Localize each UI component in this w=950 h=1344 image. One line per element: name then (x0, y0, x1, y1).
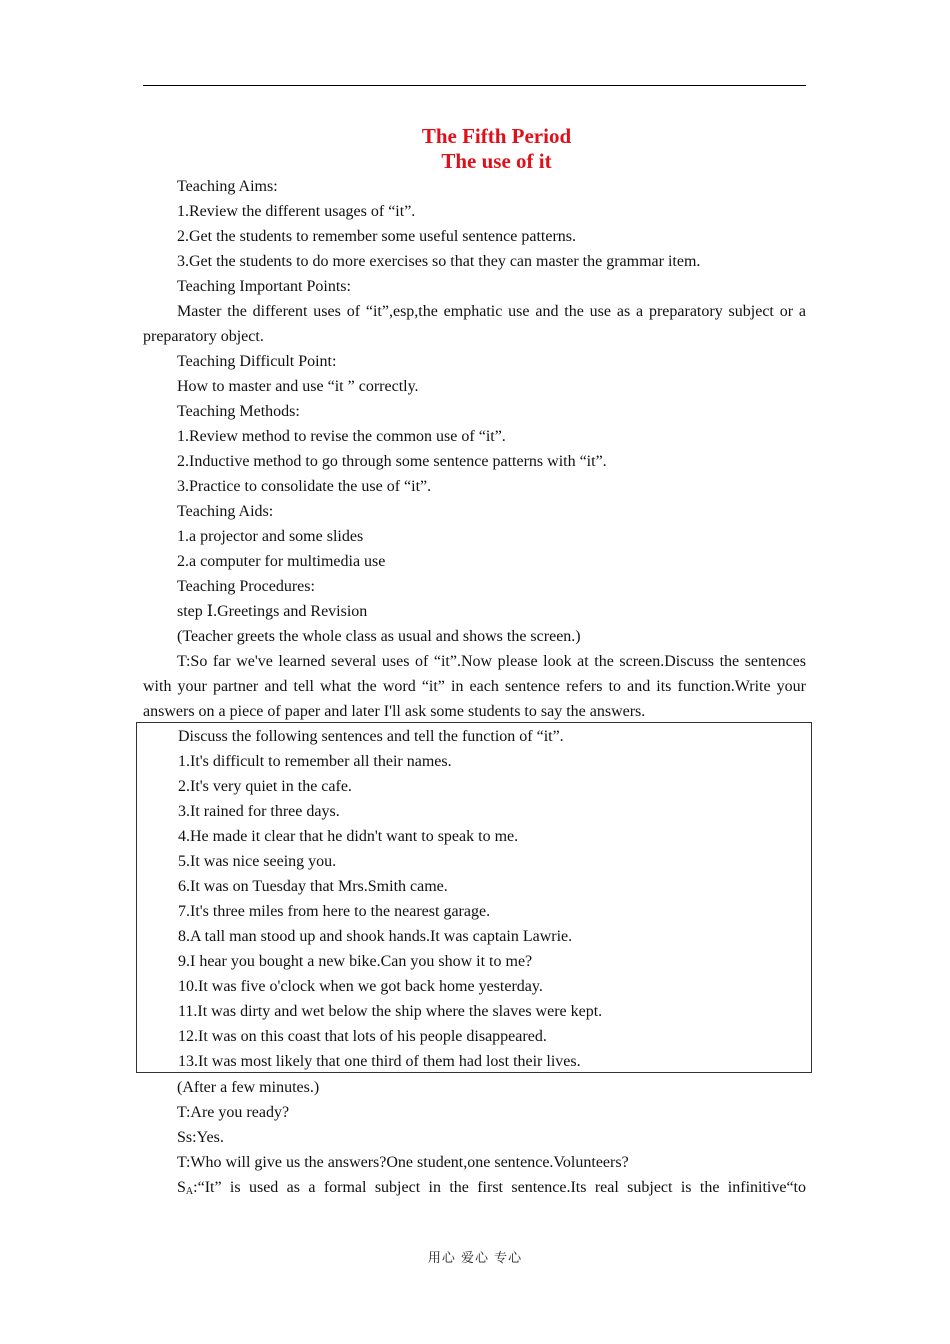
exercise-sentence: 12.It was on this coast that lots of his people disappeared. (178, 1028, 547, 1045)
exercise-sentence: 7.It's three miles from here to the nearest garage. (178, 903, 491, 920)
lesson-body (143, 174, 806, 726)
dialogue-line: T:Are you ready? (177, 1104, 290, 1121)
speaker-label: S (177, 1179, 186, 1196)
paragraph: Teaching Methods: (177, 403, 300, 420)
dialogue-line: T:Who will give us the answers?One student,one sentence.Volunteers? (177, 1154, 629, 1171)
paragraph: T:So far we've learned several uses of “it”.Now please look at the screen.Discuss the sentences with your partner and tell what the word “it” in each sentence refers to and its function.Write your answers on a piece of paper and later I'll ask some students to say the answers. (143, 653, 806, 720)
exercise-sentence: 5.It was nice seeing you. (178, 853, 337, 870)
paragraph: 3.Practice to consolidate the use of “it”. (177, 478, 432, 495)
paragraph: 2.a computer for multimedia use (177, 553, 386, 570)
exercise-box (136, 722, 812, 1073)
dialogue-line: Ss:Yes. (177, 1129, 224, 1146)
dialogue-line-student (143, 1175, 806, 1204)
page-footer: 用心 爱心 专心 (427, 1251, 523, 1266)
speaker-subscript: A (185, 1186, 194, 1197)
exercise-sentence: 8.A tall man stood up and shook hands.It was captain Lawrie. (178, 928, 573, 945)
paragraph: 2.Get the students to remember some useful sentence patterns. (177, 228, 576, 245)
paragraph: Teaching Important Points: (177, 278, 351, 295)
paragraph: (Teacher greets the whole class as usual and shows the screen.) (177, 628, 581, 645)
exercise-sentence: 1.It's difficult to remember all their names. (178, 753, 452, 770)
paragraph: Teaching Difficult Point: (177, 353, 337, 370)
paragraph: Teaching Procedures: (177, 578, 315, 595)
exercise-sentence: 13.It was most likely that one third of them had lost their lives. (178, 1053, 581, 1070)
header-rule (143, 85, 806, 86)
exercise-sentence: 4.He made it clear that he didn't want to speak to me. (178, 828, 519, 845)
paragraph: 3.Get the students to do more exercises so that they can master the grammar item. (177, 253, 701, 270)
exercise-sentence: 9.I hear you bought a new bike.Can you show it to me? (178, 953, 533, 970)
paragraph: step Ⅰ.Greetings and Revision (177, 603, 368, 620)
student-answer: :“It” is used as a formal subject in the first sentence.Its real subject is the infinitive“to (193, 1179, 806, 1196)
paragraph: How to master and use “it ” correctly. (177, 378, 419, 395)
exercise-sentence: 3.It rained for three days. (178, 803, 340, 820)
paragraph: Master the different uses of “it”,esp,the emphatic use and the use as a preparatory subject or a preparatory object. (143, 303, 806, 345)
paragraph: 1.Review method to revise the common use of “it”. (177, 428, 506, 445)
exercise-list (178, 724, 798, 1074)
paragraph: 1.Review the different usages of “it”. (177, 203, 416, 220)
exercise-sentence: 11.It was dirty and wet below the ship where the slaves were kept. (178, 1003, 603, 1020)
exercise-sentence: 2.It's very quiet in the cafe. (178, 778, 352, 795)
page-subtitle: The use of it (441, 149, 552, 173)
dialogue-section (143, 1075, 806, 1204)
paragraph: 1.a projector and some slides (177, 528, 364, 545)
exercise-sentence: 6.It was on Tuesday that Mrs.Smith came. (178, 878, 448, 895)
dialogue-line: (After a few minutes.) (177, 1079, 320, 1096)
exercise-heading: Discuss the following sentences and tell the function of “it”. (178, 728, 564, 745)
paragraph: Teaching Aids: (177, 503, 274, 520)
paragraph: Teaching Aims: (177, 178, 278, 195)
page-title: The Fifth Period (421, 124, 572, 148)
exercise-sentence: 10.It was five o'clock when we got back home yesterday. (178, 978, 543, 995)
paragraph: 2.Inductive method to go through some sentence patterns with “it”. (177, 453, 607, 470)
